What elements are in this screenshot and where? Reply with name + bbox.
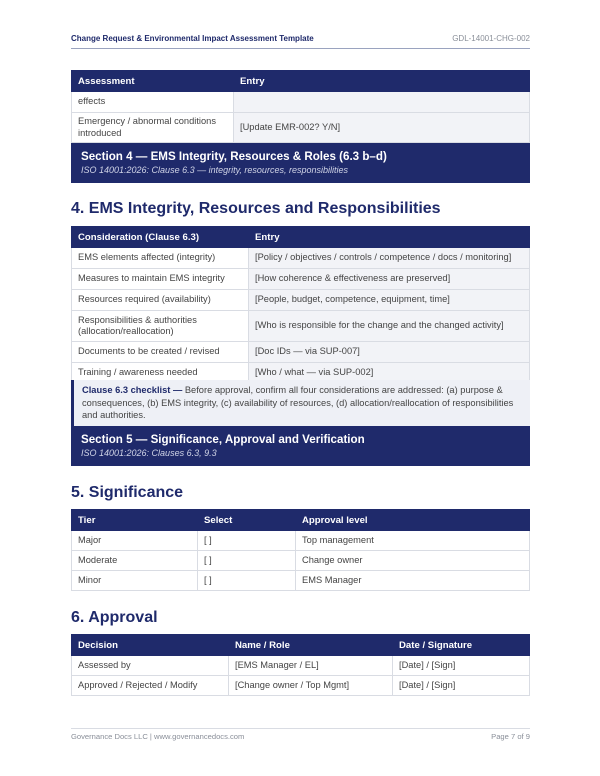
table-row — [72, 269, 530, 290]
column-header: Decision — [72, 635, 229, 656]
table-cell: Emergency / abnormal conditions introduced — [72, 113, 234, 143]
table-cell: [EMS Manager / EL] — [229, 656, 393, 676]
table-cell: Approved / Rejected / Modify — [72, 676, 229, 696]
column-header: Entry — [249, 227, 530, 248]
table-row — [72, 311, 530, 342]
table-cell: [Policy / objectives / controls / competence / docs / monitoring] — [249, 248, 530, 269]
table-row — [72, 676, 530, 696]
table-cell: [People, budget, competence, equipment, time] — [249, 290, 530, 311]
table-cell: [Doc IDs — via SUP-007] — [249, 342, 530, 363]
table-cell: Resources required (availability) — [72, 290, 249, 311]
document-title: Change Request & Environmental Impact Assessment Template — [71, 34, 314, 43]
heading-6: 6. Approval — [71, 609, 158, 626]
table-cell: [How coherence & effectiveness are preserved] — [249, 269, 530, 290]
table-cell — [234, 92, 530, 113]
section-5-banner — [71, 426, 530, 466]
table-cell: Major — [72, 531, 198, 551]
table-cell: [Update EMR-002? Y/N] — [234, 113, 530, 143]
table-row — [72, 342, 530, 363]
table-row — [72, 92, 530, 113]
table-header-row — [72, 635, 530, 656]
table-row — [72, 248, 530, 269]
page-footer — [71, 728, 530, 744]
table-header-row — [72, 71, 530, 92]
table-cell: Measures to maintain EMS integrity — [72, 269, 249, 290]
table-cell: Training / awareness needed — [72, 363, 249, 384]
table-cell: [Who is responsible for the change and the changed activity] — [249, 311, 530, 342]
table-cell: Assessed by — [72, 656, 229, 676]
table-cell: [Date] / [Sign] — [393, 676, 530, 696]
table-cell: Documents to be created / revised — [72, 342, 249, 363]
table-cell: Responsibilities & authorities (allocation/reallocation) — [72, 311, 249, 342]
table-row — [72, 290, 530, 311]
column-header: Consideration (Clause 6.3) — [72, 227, 249, 248]
consideration-table — [71, 226, 530, 384]
approval-table — [71, 634, 530, 696]
column-header: Select — [198, 510, 296, 531]
column-header: Name / Role — [229, 635, 393, 656]
column-header: Date / Signature — [393, 635, 530, 656]
section-title: Section 5 — Significance, Approval and Verification — [81, 433, 365, 446]
section-subtitle: ISO 14001:2026: Clauses 6.3, 9.3 — [81, 448, 217, 458]
page-header — [71, 34, 530, 49]
table-cell: Top management — [296, 531, 530, 551]
section-title: Section 4 — EMS Integrity, Resources & Roles (6.3 b–d) — [81, 150, 387, 163]
column-header: Assessment — [72, 71, 234, 92]
table-header-row — [72, 227, 530, 248]
column-header: Tier — [72, 510, 198, 531]
select-checkbox[interactable]: [ ] — [198, 551, 296, 571]
section-subtitle: ISO 14001:2026: Clause 6.3 — integrity, resources, responsibilities — [81, 165, 348, 175]
table-cell: [Date] / [Sign] — [393, 656, 530, 676]
document-id: GDL-14001-CHG-002 — [452, 34, 530, 43]
table-cell: EMS Manager — [296, 571, 530, 591]
clause-checklist-callout — [71, 380, 530, 426]
section-4-banner — [71, 143, 530, 183]
select-checkbox[interactable]: [ ] — [198, 571, 296, 591]
table-cell: [Who / what — via SUP-002] — [249, 363, 530, 384]
checklist-lead: Clause 6.3 checklist — — [82, 385, 183, 395]
significance-table — [71, 509, 530, 591]
table-cell: Moderate — [72, 551, 198, 571]
table-row — [72, 551, 530, 571]
table-cell: EMS elements affected (integrity) — [72, 248, 249, 269]
table-row — [72, 113, 530, 143]
column-header: Approval level — [296, 510, 530, 531]
checklist-text: Before approval, confirm all four considerations are addressed: (a) purpose & consequences, (b) EMS integrity, (c) availability of resources, (d) allocation/reallocation of responsibilities and authorities. — [82, 385, 514, 420]
select-checkbox[interactable]: [ ] — [198, 531, 296, 551]
table-row — [72, 531, 530, 551]
heading-5: 5. Significance — [71, 484, 184, 501]
table-header-row — [72, 510, 530, 531]
table-cell: Minor — [72, 571, 198, 591]
column-header: Entry — [234, 71, 530, 92]
page-number: Page 7 of 9 — [491, 732, 530, 741]
footer-company: Governance Docs LLC | www.governancedocs.com — [71, 732, 245, 741]
table-row — [72, 656, 530, 676]
table-row — [72, 571, 530, 591]
assessment-table — [71, 70, 530, 143]
table-cell: [Change owner / Top Mgmt] — [229, 676, 393, 696]
table-cell: Change owner — [296, 551, 530, 571]
heading-4: 4. EMS Integrity, Resources and Responsibilities — [71, 200, 441, 217]
table-cell: effects — [72, 92, 234, 113]
